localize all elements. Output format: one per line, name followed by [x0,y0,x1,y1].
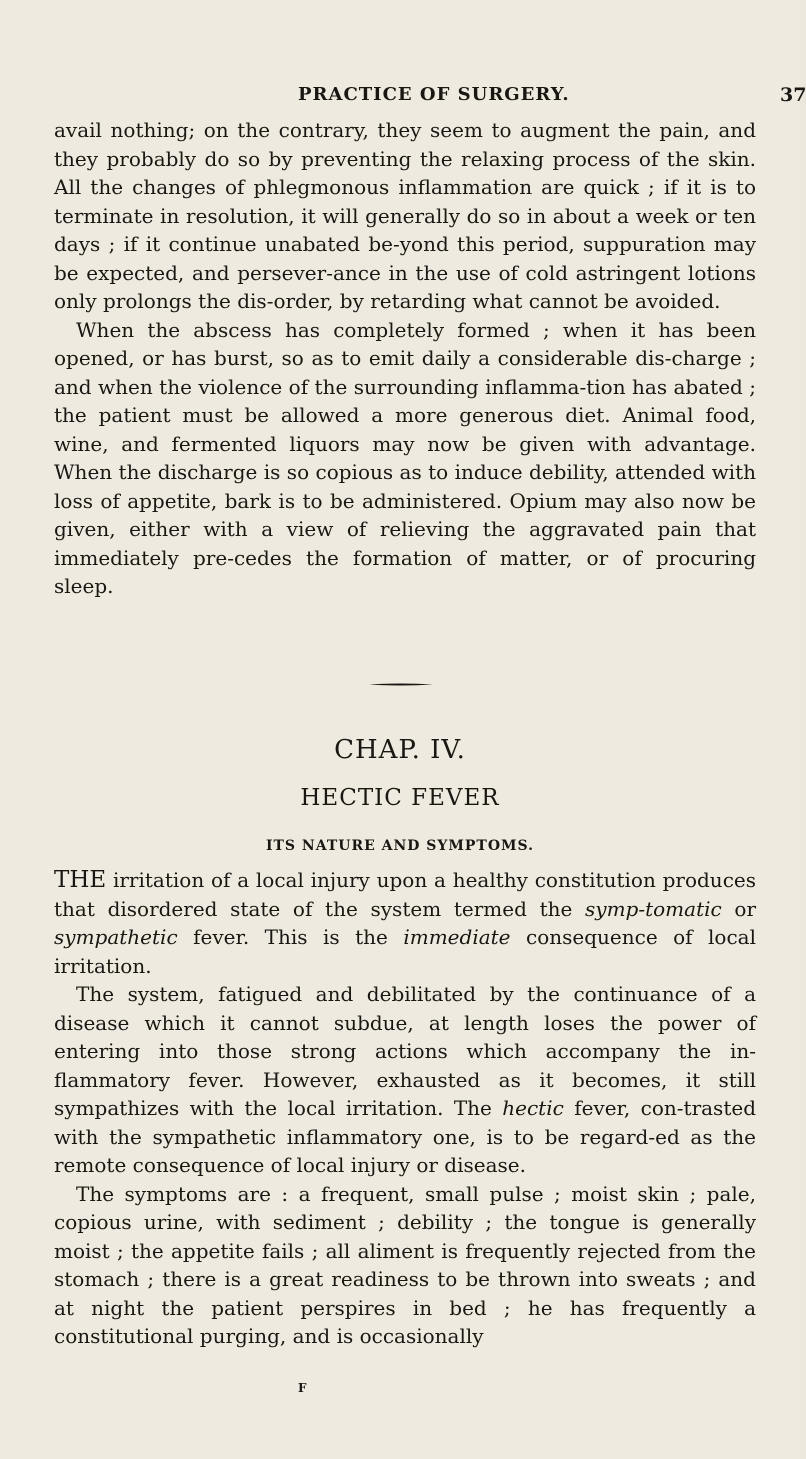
emphasis: hectic [502,1096,564,1120]
emphasis: symp-tomatic [585,896,722,921]
running-head: PRACTICE OF SURGERY. [298,84,570,105]
paragraph: avail nothing; on the contrary, they seem to augment the pain, and they probably do so by preventing the relaxing process of the skin. All the changes of phlegmonous inflammation are quick ; if it is to terminate in resolution, it will generally do so in about a week or ten days ; if it continue unabated be-yond this period, suppuration may be expected, and persever-ance in the use of cold astringent lotions only prolongs the dis-order, by retarding what cannot be avoided. [54,118,756,313]
paragraph: When the abscess has completely formed ; when it has been opened, or has burst, so as to emit daily a considerable dis-charge ; and when the violence of the surrounding inflamma-tion has abated ; the patient must be allowed a more generous diet. Animal food, wine, and fermented liquors may now be given with advantage. When the discharge is so copious as to induce debility, attended with loss of appetite, bark is to be administered. Opium may also now be given, either with a view of relieving the aggravated pain that immediately pre-cedes the formation of matter, or of procuring sleep. [54,317,756,598]
text-run: fever, con-trasted with the sympathetic inflammatory one, is to be regard-ed as the remote consequence of local injury or disease. [54,1096,756,1177]
printer-signature: F [298,1381,307,1395]
chapter-title: HECTIC FEVER [300,785,500,811]
lead-word: THE [54,867,107,893]
section-divider [369,683,433,686]
text-run: or [721,896,757,921]
text-run: The system, fatigued and debilitated by the continuance of a disease which it cannot subdue, at length loses the power of entering into those strong actions which accompany the in-flammatory fever. However, exhausted as it becomes, it still sympathizes with the local irritation. The [54,982,756,1120]
text-run: irritation of a local injury upon a healthy constitution produces that disordered state of the system termed the [54,868,756,921]
paragraph [54,866,756,980]
chapter-caption: ITS NATURE AND SYMPTOMS. [265,838,535,854]
text-run: consequence of local irritation. [54,925,756,978]
paragraph: The symptoms are : a frequent, small pulse ; moist skin ; pale, copious urine, with sediment ; debility ; the tongue is generally moist ; the appetite fails ; all aliment is frequently rejected from the stomach ; there is a great readiness to be thrown into sweats ; and at night the patient perspires in bed ; he has frequently a constitutional purging, and is occasionally [54,1181,756,1348]
section-one-text [54,116,756,601]
emphasis: immediate [403,925,511,949]
section-two-text [54,866,756,1351]
emphasis: sympathetic [54,925,178,949]
chapter-number: CHAP. IV. [334,735,466,765]
text-run: fever. This is the [177,925,404,949]
page-number: 37 [780,84,806,106]
paragraph [54,980,756,1180]
